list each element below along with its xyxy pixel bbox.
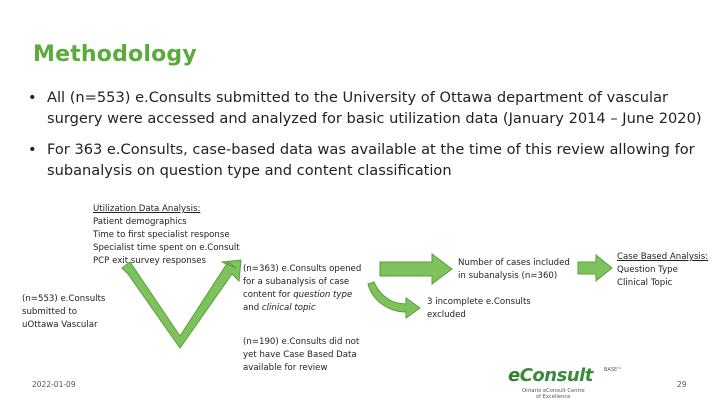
- opened-line: [243, 302, 383, 315]
- case-based-heading: Case Based Analysis:: [617, 252, 709, 262]
- notyet-line: available for review: [243, 363, 328, 373]
- incomplete-line: 3 incomplete e.Consults: [427, 297, 531, 307]
- page-number: 29: [677, 380, 687, 389]
- included-line: Number of cases included: [458, 258, 570, 268]
- utilization-item: Time to first specialist response: [93, 230, 230, 240]
- root-line: submitted to: [22, 307, 77, 317]
- case-based-box: [617, 251, 717, 290]
- not-yet-node: [243, 336, 373, 375]
- opened-italic-text: question type: [293, 290, 353, 300]
- case-based-item: Question Type: [617, 265, 678, 275]
- opened-line: for a subanalysis of case: [243, 277, 350, 287]
- case-based-item: Clinical Topic: [617, 278, 673, 288]
- incomplete-node: [427, 296, 537, 322]
- root-line: uOttawa Vascular: [22, 320, 98, 330]
- logo-tagline-line: Ontario eConsult Centre: [522, 388, 585, 394]
- opened-text: and: [243, 303, 262, 313]
- root-node: [22, 293, 132, 332]
- utilization-box: [93, 203, 263, 268]
- chevron-branch-arrow: [122, 260, 241, 348]
- utilization-heading: Utilization Data Analysis:: [93, 204, 201, 214]
- included-node: [458, 257, 588, 283]
- included-line: in subanalysis (n=360): [458, 271, 558, 281]
- notyet-line: (n=190) e.Consults did not: [243, 337, 360, 347]
- page-title: Methodology: [33, 42, 197, 67]
- utilization-item: Patient demographics: [93, 217, 187, 227]
- logo-brand-rest: Consult: [519, 365, 593, 386]
- logo-base-tag: BASE™: [604, 367, 623, 373]
- root-line: (n=553) e.Consults: [22, 294, 106, 304]
- opened-line: (n=363) e.Consults opened: [243, 264, 362, 274]
- bullet-text: For 363 e.Consults, case-based data was available at the time of this review allowing for subanalysis on question type and content classification: [47, 141, 695, 179]
- bullet-dot: •: [28, 141, 37, 158]
- logo-brand: [508, 365, 593, 386]
- logo-brand-e: e: [508, 365, 520, 386]
- footer-date: 2022-01-09: [32, 380, 76, 389]
- notyet-line: yet have Case Based Data: [243, 350, 357, 360]
- right-arrow-included: [380, 254, 452, 284]
- logo-tagline: [522, 388, 585, 400]
- logo-tagline-line: of Excellence: [536, 394, 571, 400]
- econsult-logo: [508, 365, 623, 401]
- incomplete-line: excluded: [427, 310, 466, 320]
- bullet-dot: •: [28, 89, 37, 106]
- utilization-item: Specialist time spent on e.Consult: [93, 243, 240, 253]
- opened-line: [243, 289, 383, 302]
- opened-text: content for: [243, 290, 294, 300]
- utilization-item: PCP exit survey responses: [93, 256, 206, 266]
- opened-italic-text: clinical topic: [261, 303, 316, 313]
- opened-node: [243, 263, 383, 315]
- bullet-text: All (n=553) e.Consults submitted to the University of Ottawa department of vascular surgery were accessed and analyzed for basic utilization data (January 2014 – June 2020): [47, 89, 702, 127]
